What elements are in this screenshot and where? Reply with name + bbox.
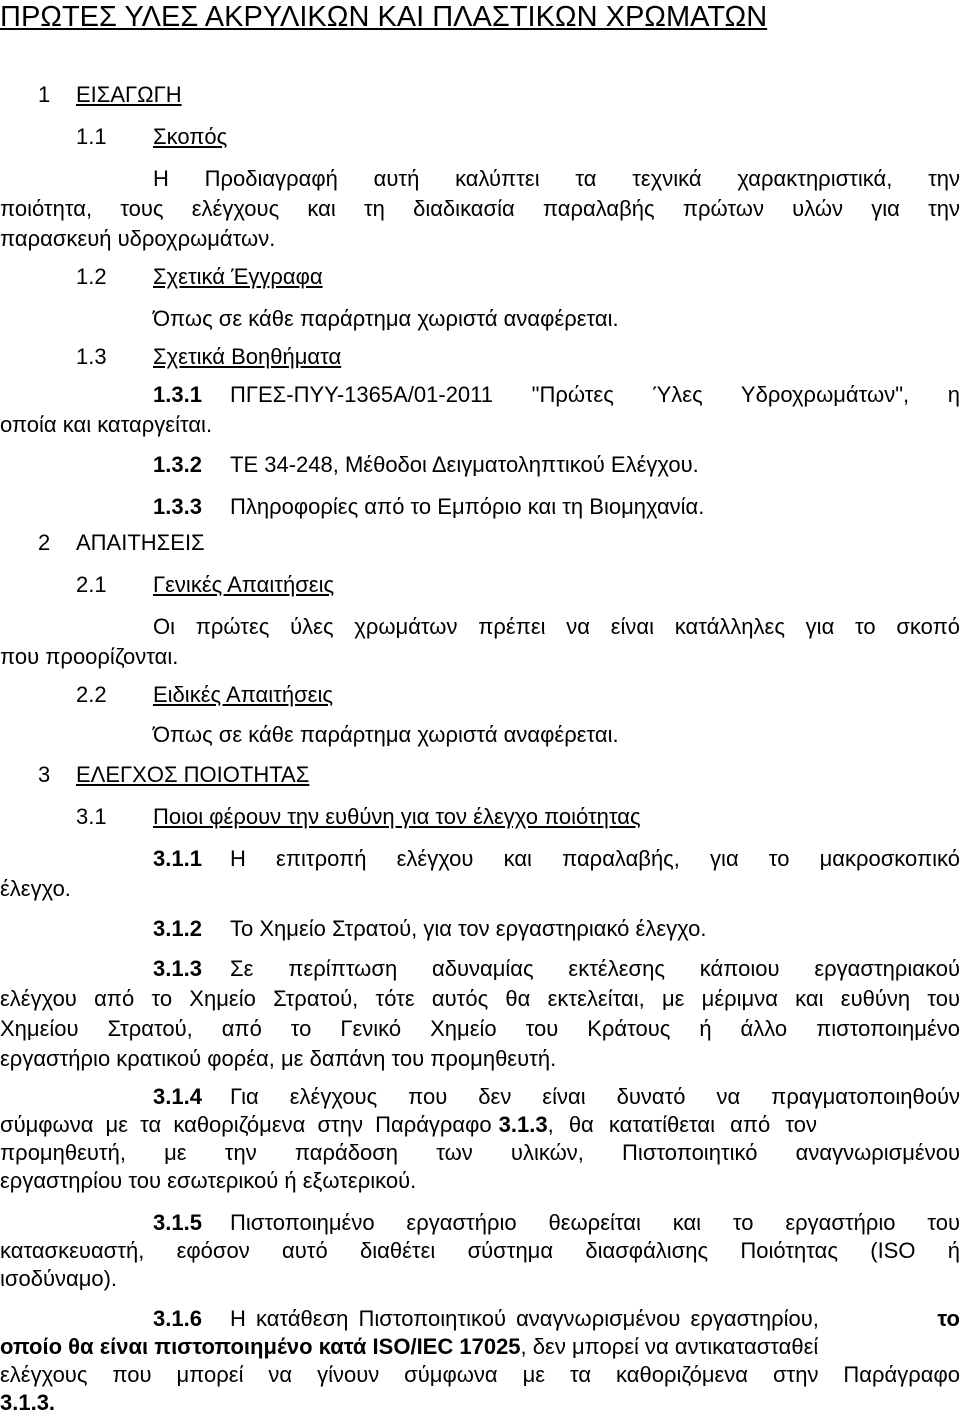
section-heading: ΕΙΣΑΓΩΓΗ [76,82,182,107]
page-title: ΠΡΩΤΕΣ ΥΛΕΣ ΑΚΡΥΛΙΚΩΝ ΚΑΙ ΠΛΑΣΤΙΚΩΝ ΧΡΩΜΑΤΩΝ [0,1,768,33]
paragraph-line: που προορίζονται. [0,644,179,669]
paragraph-line: παρασκευή υδροχρωμάτων. [0,226,276,251]
paragraph-line: Για ελέγχους που δεν είναι δυνατό να πραγματοποιηθούν [230,1084,960,1109]
item-number: 1.3.2 [153,452,202,477]
section-number: 2 [38,530,51,555]
text-fragment: Η κατάθεση Πιστοποιητικού αναγνωρισμένου εργαστηρίου, [230,1306,819,1331]
paragraph-line: ΠΓΕΣ-ΠΥΥ-1365Α/01-2011 "Πρώτες Ύλες Υδροχρωμάτων", η [230,382,960,407]
subsection-heading: Ειδικές Απαιτήσεις [153,682,333,707]
paragraph-reference: 3.1.3 [498,1112,548,1137]
subsection-heading: Σχετικά Έγγραφα [153,264,323,289]
paragraph-line [0,1112,960,1138]
subsection-heading: Γενικές Απαιτήσεις [153,572,335,597]
subsection-number: 1.2 [76,264,107,289]
subsection-heading: Σκοπός [153,124,228,149]
item-number: 1.3.1 [153,382,202,407]
section-number: 1 [38,82,51,107]
subsection-number: 3.1 [76,804,107,829]
paragraph-line: Σε περίπτωση αδυναμίας εκτέλεσης κάποιου εργαστηριακού [230,956,960,981]
paragraph-line: Οι πρώτες ύλες χρωμάτων πρέπει να είναι κατάλληλες για το σκοπό [153,614,960,639]
paragraph-reference: 3.1.3. [0,1390,56,1415]
paragraph-line: Το Χημείο Στρατού, για τον εργαστηριακό έλεγχο. [230,916,707,941]
paragraph-line: προμηθευτή, με την παράδοση των υλικών, Πιστοποιητικό αναγνωρισμένου [0,1140,960,1165]
paragraph-line: Χημείου Στρατού, από το Γενικό Χημείο του Κράτους ή άλλο πιστοποιημένο [0,1016,960,1041]
paragraph-line: έλεγχο. [0,876,71,901]
paragraph-line [0,1334,960,1360]
paragraph-line: Όπως σε κάθε παράρτημα χωριστά αναφέρεται. [153,722,619,747]
text-fragment-bold: το [937,1306,960,1331]
item-number: 3.1.3 [153,956,202,981]
paragraph-line: εργαστηρίου του εσωτερικού ή εξωτερικού. [0,1168,417,1193]
paragraph-line: οποία και καταργείται. [0,412,213,437]
subsection-heading: Σχετικά Βοηθήματα [153,344,342,369]
paragraph-line: ποιότητα, τους ελέγχους και τη διαδικασία παραλαβής πρώτων υλών για την [0,196,960,221]
section-number: 3 [38,762,51,787]
paragraph-line: ελέγχους που μπορεί να γίνουν σύμφωνα με τα καθοριζόμενα στην Παράγραφο [0,1362,960,1387]
subsection-number: 1.3 [76,344,107,369]
paragraph-line [230,1306,960,1332]
item-number: 3.1.6 [153,1306,202,1331]
paragraph-line: Η επιτροπή ελέγχου και παραλαβής, για το μακροσκοπικό [230,846,960,871]
item-number: 3.1.5 [153,1210,202,1235]
item-number: 1.3.3 [153,494,202,519]
section-heading: ΕΛΕΓΧΟΣ ΠΟΙΟΤΗΤΑΣ [76,762,310,787]
text-fragment: , θα κατατίθεται από τον [547,1112,818,1137]
text-fragment: , δεν μπορεί να αντικατασταθεί [520,1334,819,1359]
item-number: 3.1.4 [153,1084,202,1109]
subsection-number: 1.1 [76,124,107,149]
paragraph-line: ελέγχου από το Χημείο Στρατού, τότε αυτός θα εκτελείται, με μέριμνα και ευθύνη του [0,986,960,1011]
paragraph-line: Πληροφορίες από το Εμπόριο και τη Βιομηχανία. [230,494,705,519]
text-fragment: σύμφωνα με τα καθοριζόμενα στην Παράγραφο [0,1112,492,1137]
text-fragment-bold: οποίο θα είναι πιστοποιημένο κατά ISO/IEC 17025 [0,1334,521,1359]
paragraph-line: κατασκευαστή, εφόσον αυτό διαθέτει σύστημα διασφάλισης Ποιότητας (ISO ή [0,1238,960,1263]
paragraph-line: ισοδύναμο). [0,1266,118,1291]
paragraph-line: Πιστοποιημένο εργαστήριο θεωρείται και το εργαστήριο του [230,1210,960,1235]
paragraph-line: Η Προδιαγραφή αυτή καλύπτει τα τεχνικά χαρακτηριστικά, την [153,166,960,191]
paragraph-line: εργαστήριο κρατικού φορέα, με δαπάνη του προμηθευτή. [0,1046,557,1071]
paragraph-line: ΤΕ 34-248, Μέθοδοι Δειγματοληπτικού Ελέγχου. [230,452,699,477]
section-heading: ΑΠΑΙΤΗΣΕΙΣ [76,530,205,555]
subsection-number: 2.2 [76,682,107,707]
item-number: 3.1.2 [153,916,202,941]
subsection-number: 2.1 [76,572,107,597]
paragraph-line: Όπως σε κάθε παράρτημα χωριστά αναφέρεται. [153,306,619,331]
subsection-heading: Ποιοι φέρουν την ευθύνη για τον έλεγχο ποιότητας [153,804,641,829]
item-number: 3.1.1 [153,846,202,871]
